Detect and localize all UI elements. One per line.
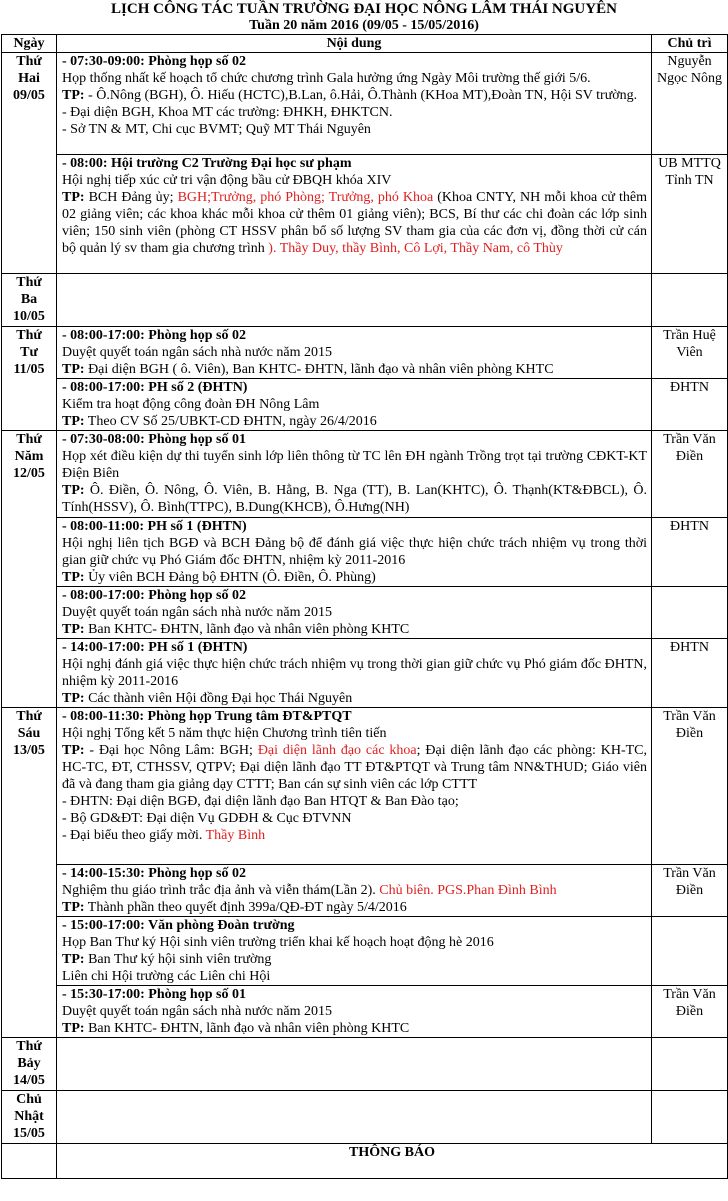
event-cell xyxy=(57,865,652,917)
chair-cell xyxy=(652,917,728,986)
event-cell xyxy=(57,1091,652,1144)
table-row xyxy=(2,986,728,1038)
event-desc: Duyệt quyết toán ngân sách nhà nước năm 2015 xyxy=(62,345,333,360)
chair-cell xyxy=(652,587,728,639)
event-cell: - 08:00-11:30: Phòng họp Trung tâm ĐT&PTQT Hội nghị Tổng kết 5 năm thực hiện Chương trình tiên tiến TP: - Đại học Nông Lâm: BGH; Đại diện lãnh đạo các khoa; Đại diện lãnh đạo các phòng: KH-TC, HC-TC, ĐT, CTHSSV, QTPV; Đại diện lãnh đạo TT ĐT&PTQT và Trung tâm NN&THUD; Giáo viên đã và đang tham gia giảng dạy CTTT; Ban cán sự sinh viên các lớp CTTT - ĐHTN: Đại diện BGĐ, đại diện lãnh đạo Ban HTQT & Ban Đào tạo; - Bộ GD&ĐT: Đại diện Vụ GDĐH & Cục ĐTVNN - Đại biểu theo giấy mời. Thầy Bình xyxy=(57,708,652,865)
table-row xyxy=(2,518,728,587)
event-cell: - 15:00-17:00: Văn phòng Đoàn trường Họp Ban Thư ký Hội sinh viên trường triển khai kế hoạch hoạt động hè 2016 TP: Ban Thư ký hội sinh viên trường Liên chi Hội trường các Liên chi Hội xyxy=(57,917,652,986)
day-cell-sat: Thứ Bảy 14/05 xyxy=(2,1038,57,1091)
table-row xyxy=(2,587,728,639)
event-desc: Họp thống nhất kế hoạch tổ chức chương trình Gala hưởng ứng Ngày Môi trường thế giới 5/6. xyxy=(62,71,591,86)
event-desc: Nghiệm thu giáo trình trắc địa ảnh và viễn thám(Lần 2). Chủ biên. PGS.Phan Đình Bình xyxy=(62,883,557,898)
event-cell xyxy=(57,379,652,431)
table-row xyxy=(2,155,728,274)
event-cell xyxy=(57,639,652,708)
event-time: - 08:00-17:00: Phòng họp số 02 xyxy=(62,328,246,343)
day-cell-thu: Thứ Năm 12/05 xyxy=(2,431,57,708)
notice-row xyxy=(2,1144,728,1179)
table-row xyxy=(2,708,728,865)
notice-title: THÔNG BÁO xyxy=(57,1144,728,1179)
event-desc: Kiểm tra hoạt động công đoàn ĐH Nông Lâm xyxy=(62,397,320,412)
event-cell: - 07:30-09:00: Phòng họp số 02 Họp thống nhất kế hoạch tổ chức chương trình Gala hưởng ứng Ngày Môi trường thế giới 5/6. TP: - Ô.Nông (BGH), Ô. Hiếu (HCTC),B.Lan, ô.Hải, Ô.Thành (KHoa MT),Đoàn TN, Hội SV trường. - Đại diện BGH, Khoa MT các trường: ĐHKH, ĐHKTCN. - Sở TN & MT, Chi cục BVMT; Quỹ MT Thái Nguyên xyxy=(57,53,652,155)
table-row xyxy=(2,274,728,327)
event-cell xyxy=(57,431,652,518)
event-desc: Hội nghị Tổng kết 5 năm thực hiện Chương trình tiên tiến xyxy=(62,726,387,741)
table-row xyxy=(2,431,728,518)
table-row xyxy=(2,917,728,986)
event-participants: TP: Ban Thư ký hội sinh viên trường xyxy=(62,952,272,967)
chair-cell: Trần Văn Điền xyxy=(652,708,728,865)
event-cell xyxy=(57,986,652,1038)
event-time: - 08:00-11:00: PH số 1 (ĐHTN) xyxy=(62,519,247,534)
table-row xyxy=(2,865,728,917)
day-cell-tue: Thứ Ba 10/05 xyxy=(2,274,57,327)
table-row xyxy=(2,327,728,379)
schedule-table xyxy=(1,34,728,1179)
event-time: - 07:30-08:00: Phòng họp số 01 xyxy=(62,432,246,447)
event-time: - 14:00-15:30: Phòng họp số 02 xyxy=(62,866,246,881)
chair-cell: ĐHTN xyxy=(652,518,728,587)
notice-spacer xyxy=(2,1144,57,1179)
event-desc: Họp Ban Thư ký Hội sinh viên trường triển khai kế hoạch hoạt động hè 2016 xyxy=(62,935,494,950)
day-cell-mon: Thứ Hai 09/05 xyxy=(2,53,57,274)
event-cell xyxy=(57,518,652,587)
chair-cell: Trần Văn Điền xyxy=(652,431,728,518)
event-time: - 08:00-11:30: Phòng họp Trung tâm ĐT&PTQT xyxy=(62,709,352,724)
event-participants: TP: Thành phần theo quyết định 399a/QĐ-ĐT ngày 5/4/2016 xyxy=(62,900,407,915)
event-desc: Duyệt quyết toán ngân sách nhà nước năm 2015 xyxy=(62,1004,333,1019)
event-desc: Họp xét điều kiện dự thi tuyển sinh lớp liên thông từ TC lên ĐH ngành Trồng trọt tại trường CĐKT-KT Điện Biên xyxy=(62,449,647,481)
chair-cell: Trần Huệ Viên xyxy=(652,327,728,379)
event-desc: Hội nghị đánh giá việc thực hiện chức trách nhiệm vụ trong thời gian giữ chức vụ Phó giám đốc ĐHTN, nhiệm kỳ 2011-2016 xyxy=(62,657,647,689)
event-participants: TP: Theo CV Số 25/UBKT-CD ĐHTN, ngày 26/4/2016 xyxy=(62,414,377,429)
chair-cell: ĐHTN xyxy=(652,379,728,431)
page-subtitle: Tuần 20 năm 2016 (09/05 - 15/05/2016) xyxy=(249,18,479,33)
event-cell xyxy=(57,587,652,639)
event-participants: TP: Ô. Điền, Ô. Nông, Ô. Viên, B. Hằng, B. Nga (TT), B. Lan(KHTC), Ô. Thạnh(KT&ĐBCL), Ô. Tính(HSSV), Ô. Bình(TTPC), B.Dung(KHCB), Ô.Hưng(NH) xyxy=(62,483,647,515)
event-time: - 08:00: Hội trường C2 Trường Đại học sư phạm xyxy=(62,156,352,171)
event-desc: Duyệt quyết toán ngân sách nhà nước năm 2015 xyxy=(62,605,333,620)
event-time: - 07:30-09:00: Phòng họp số 02 xyxy=(62,54,246,69)
table-row xyxy=(2,1091,728,1144)
event-participants: TP: Ủy viên BCH Đảng bộ ĐHTN (Ô. Điền, Ô. Phùng) xyxy=(62,570,376,585)
table-row xyxy=(2,53,728,155)
event-participants: TP: Ban KHTC- ĐHTN, lãnh đạo và nhân viên phòng KHTC xyxy=(62,622,410,637)
event-time: - 15:00-17:00: Văn phòng Đoàn trường xyxy=(62,918,295,933)
chair-cell xyxy=(652,1038,728,1091)
table-row xyxy=(2,379,728,431)
chair-cell: UB MTTQ Tỉnh TN xyxy=(652,155,728,274)
page-title: LỊCH CÔNG TÁC TUẦN TRƯỜNG ĐẠI HỌC NÔNG LÂM THÁI NGUYÊN xyxy=(111,1,617,17)
chair-cell xyxy=(652,1091,728,1144)
event-desc: Hội nghị tiếp xúc cử tri vận động bầu cử ĐBQH khóa XIV xyxy=(62,173,392,188)
event-time: - 14:00-17:00: PH số 1 (ĐHTN) xyxy=(62,640,248,655)
event-participants: TP: - Ô.Nông (BGH), Ô. Hiếu (HCTC),B.Lan, ô.Hải, Ô.Thành (KHoa MT),Đoàn TN, Hội SV trường. xyxy=(62,88,638,103)
event-cell xyxy=(57,327,652,379)
event-cell xyxy=(57,274,652,327)
chair-cell xyxy=(652,274,728,327)
table-row xyxy=(2,1038,728,1091)
chair-cell: Trần Văn Điền xyxy=(652,986,728,1038)
day-cell-sun: Chủ Nhật 15/05 xyxy=(2,1091,57,1144)
day-cell-fri: Thứ Sáu 13/05 xyxy=(2,708,57,1038)
event-time: - 08:00-17:00: Phòng họp số 02 xyxy=(62,588,246,603)
event-cell xyxy=(57,1038,652,1091)
chair-cell: Nguyễn Ngọc Nông xyxy=(652,53,728,155)
header-day: Ngày xyxy=(2,35,57,53)
event-participants: TP: BCH Đảng ủy; BGH;Trưởng, phó Phòng; Trưởng, phó Khoa (Khoa CNTY, NH mỗi khoa cử thêm 02 giảng viên; các khoa khác mỗi khoa cử thêm 01 giảng viên); BCS, Bí thư các chi đoàn các lớp sinh viên; 150 sinh viên (phòng CT HSSV phân bổ số lượng SV tham gia của các đơn vị, đồng thời cử cán bộ quản lý sv tham gia chương trình ). Thầy Duy, thầy Bình, Cô Lợi, Thầy Nam, cô Thùy xyxy=(62,190,647,256)
event-desc: Hội nghị liên tịch BGĐ và BCH Đảng bộ để đánh giá việc thực hiện chức trách nhiệm vụ trong thời gian giữ chức vụ Phó Giám đốc ĐHTN, nhiệm kỳ 2011-2016 xyxy=(62,536,647,568)
day-cell-wed: Thứ Tư 11/05 xyxy=(2,327,57,431)
chair-cell: ĐHTN xyxy=(652,639,728,708)
event-participants: TP: - Đại học Nông Lâm: BGH; Đại diện lãnh đạo các khoa; Đại diện lãnh đạo các phòng: KH-TC, HC-TC, ĐT, CTHSSV, QTPV; Đại diện lãnh đạo TT ĐT&PTQT và Trung tâm NN&THUD; Giáo viên đã và đang tham gia giảng dạy CTTT; Ban cán sự sinh viên các lớp CTTT xyxy=(62,743,647,792)
table-row xyxy=(2,639,728,708)
event-time: - 08:00-17:00: PH số 2 (ĐHTN) xyxy=(62,380,248,395)
header-chair: Chủ trì xyxy=(652,35,728,53)
event-cell xyxy=(57,155,652,274)
event-participants: TP: Các thành viên Hội đồng Đại học Thái Nguyên xyxy=(62,691,353,706)
header-row xyxy=(2,35,728,53)
chair-cell: Trần Văn Điền xyxy=(652,865,728,917)
header-content: Nội dung xyxy=(57,35,652,53)
event-participants: TP: Đại diện BGH ( ô. Viên), Ban KHTC- ĐHTN, lãnh đạo và nhân viên phòng KHTC xyxy=(62,362,554,377)
event-participants: TP: Ban KHTC- ĐHTN, lãnh đạo và nhân viên phòng KHTC xyxy=(62,1021,410,1036)
event-time: - 15:30-17:00: Phòng họp số 01 xyxy=(62,987,246,1002)
